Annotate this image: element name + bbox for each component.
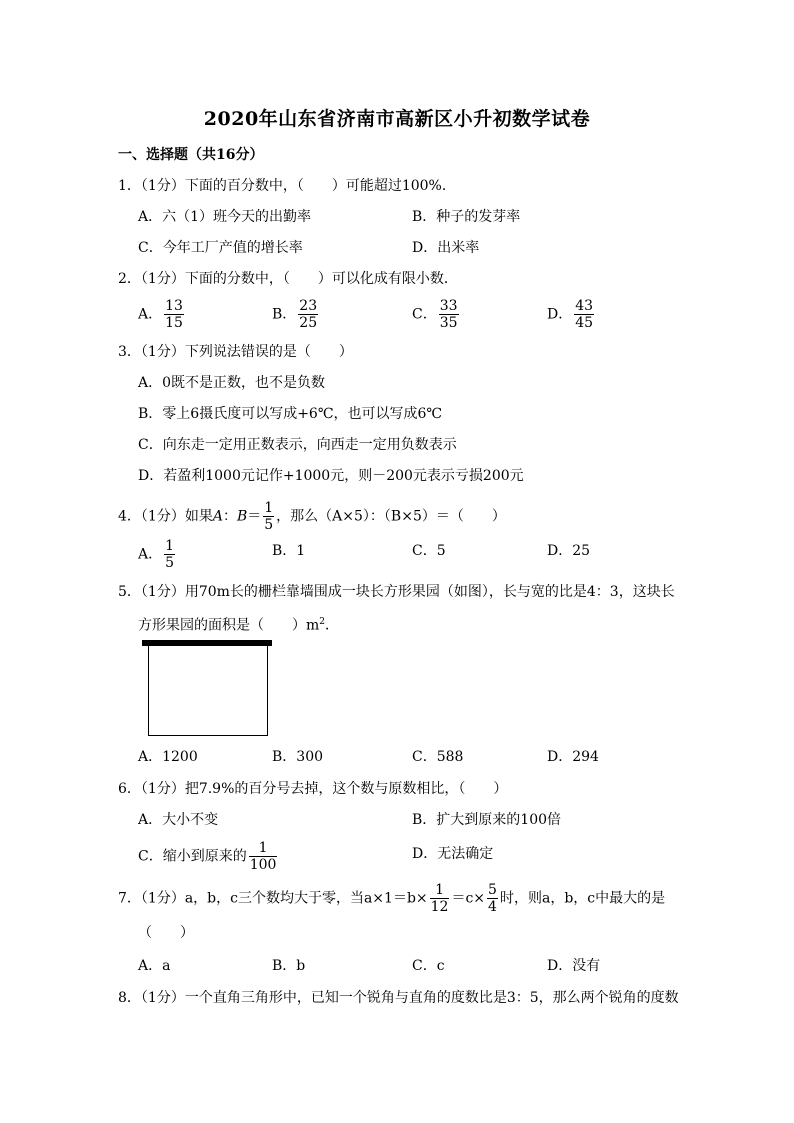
q1-option-a: A．六（1）班今天的出勤率 — [138, 209, 312, 225]
q4-option-a — [138, 538, 177, 571]
q2-option-a — [138, 298, 186, 331]
fraction — [430, 882, 450, 915]
variable-b: B — [236, 508, 248, 525]
fraction — [487, 882, 498, 915]
q5-option-d: D．294 — [547, 749, 599, 765]
denominator: 100 — [249, 857, 277, 873]
fraction — [164, 298, 184, 331]
option-text: C．缩小到原来的 — [138, 848, 247, 865]
stem-text: 4．（1分）如果 — [118, 508, 213, 525]
question-8-stem: 8．（1分）一个直角三角形中，已知一个锐角与直角的度数比是3：5，那么两个锐角的度数 — [118, 990, 679, 1006]
numerator: 23 — [299, 298, 318, 314]
fraction — [249, 840, 278, 873]
stem-text: 方形果园的面积是（ ）m — [138, 617, 320, 634]
option-label: B． — [272, 306, 297, 323]
q6-option-a: A．大小不变 — [138, 812, 219, 828]
stem-text: ，那么（A×5）：（B×5）＝（ ） — [276, 508, 506, 525]
denominator: 35 — [439, 315, 458, 331]
q4-option-b: B．1 — [272, 543, 306, 559]
option-label: A． — [138, 546, 163, 563]
q3-option-c: C．向东走一定用正数表示，向西走一定用负数表示 — [138, 437, 457, 453]
numerator: 1 — [430, 882, 450, 899]
question-7-paren: （ ） — [138, 925, 194, 941]
fraction — [574, 298, 594, 331]
denominator: 5 — [264, 517, 274, 533]
denominator: 5 — [165, 555, 175, 571]
question-6-stem: 6．（1分）把7.9%的百分号去掉，这个数与原数相比，（ ） — [118, 781, 508, 797]
q4-option-c: C．5 — [412, 543, 446, 559]
denominator: 12 — [430, 899, 449, 915]
fraction — [439, 298, 459, 331]
q6-option-d: D．无法确定 — [412, 846, 494, 862]
q3-option-d: D．若盈利1000元记作+1000元，则－200元表示亏损200元 — [138, 468, 524, 484]
question-1-stem: 1．（1分）下面的百分数中，（ ）可能超过100%． — [118, 178, 456, 194]
q4-option-d: D．25 — [547, 543, 591, 559]
numerator: 5 — [488, 882, 497, 898]
numerator: 1 — [249, 840, 278, 857]
q5-option-c: C．588 — [412, 749, 464, 765]
denominator: 25 — [299, 315, 318, 331]
equals: ＝ — [247, 508, 262, 525]
denominator: 4 — [488, 899, 497, 915]
section-heading: 一、选择题（共16分） — [118, 147, 264, 163]
variable-a: A — [212, 508, 223, 525]
q2-option-b — [272, 298, 320, 331]
numerator: 33 — [439, 298, 458, 314]
stem-text: ． — [325, 617, 340, 634]
rectangle-orchard — [148, 646, 268, 736]
denominator: 45 — [575, 315, 594, 331]
option-label: D． — [547, 306, 573, 323]
q1-option-c: C．今年工厂产值的增长率 — [138, 240, 303, 256]
q3-option-a: A．0既不是正数，也不是负数 — [138, 375, 326, 391]
orchard-figure — [142, 640, 272, 738]
question-5-stem-line2 — [138, 612, 339, 636]
question-2-stem: 2．（1分）下面的分数中，（ ）可以化成有限小数． — [118, 271, 458, 287]
q2-option-c — [412, 298, 461, 331]
numerator: 1 — [264, 500, 274, 516]
q7-option-c: C．c — [412, 958, 445, 974]
q1-option-d: D．出米率 — [412, 240, 480, 256]
numerator: 13 — [165, 298, 183, 314]
q7-option-d: D．没有 — [547, 958, 601, 974]
q7-option-a: A．a — [138, 958, 171, 974]
q6-option-c — [138, 840, 279, 873]
q5-option-a: A．1200 — [138, 749, 198, 765]
fraction — [298, 298, 318, 331]
stem-text: ＝c× — [451, 890, 486, 907]
q6-option-b: B．扩大到原来的100倍 — [412, 812, 562, 828]
numerator: 1 — [165, 538, 175, 554]
question-3-stem: 3．（1分）下列说法错误的是（ ） — [118, 344, 353, 360]
denominator: 15 — [165, 315, 183, 331]
q3-option-b: B．零上6摄氏度可以写成+6℃，也可以写成6℃ — [138, 406, 443, 422]
fraction — [263, 500, 274, 533]
question-7-stem — [118, 882, 665, 915]
question-4-stem — [118, 500, 506, 533]
question-5-stem-line1: 5．（1分）用70m长的栅栏靠墙围成一块长方形果园（如图），长与宽的比是4：3，这块长 — [118, 584, 675, 600]
fraction — [164, 538, 175, 571]
stem-text: 7．（1分）a，b，c三个数均大于零，当a×1＝b× — [118, 890, 428, 907]
option-label: C． — [412, 306, 437, 323]
stem-text: 时，则a，b，c中最大的是 — [499, 890, 666, 907]
q1-option-b: B．种子的发芽率 — [412, 209, 521, 225]
option-label: A． — [138, 306, 163, 323]
q2-option-d — [547, 298, 596, 331]
q5-option-b: B．300 — [272, 749, 324, 765]
colon: ： — [222, 508, 237, 525]
superscript: 2 — [319, 617, 326, 627]
page-title: 2020年山东省济南市高新区小升初数学试卷 — [203, 108, 591, 130]
numerator: 43 — [575, 298, 594, 314]
q7-option-b: B．b — [272, 958, 306, 974]
